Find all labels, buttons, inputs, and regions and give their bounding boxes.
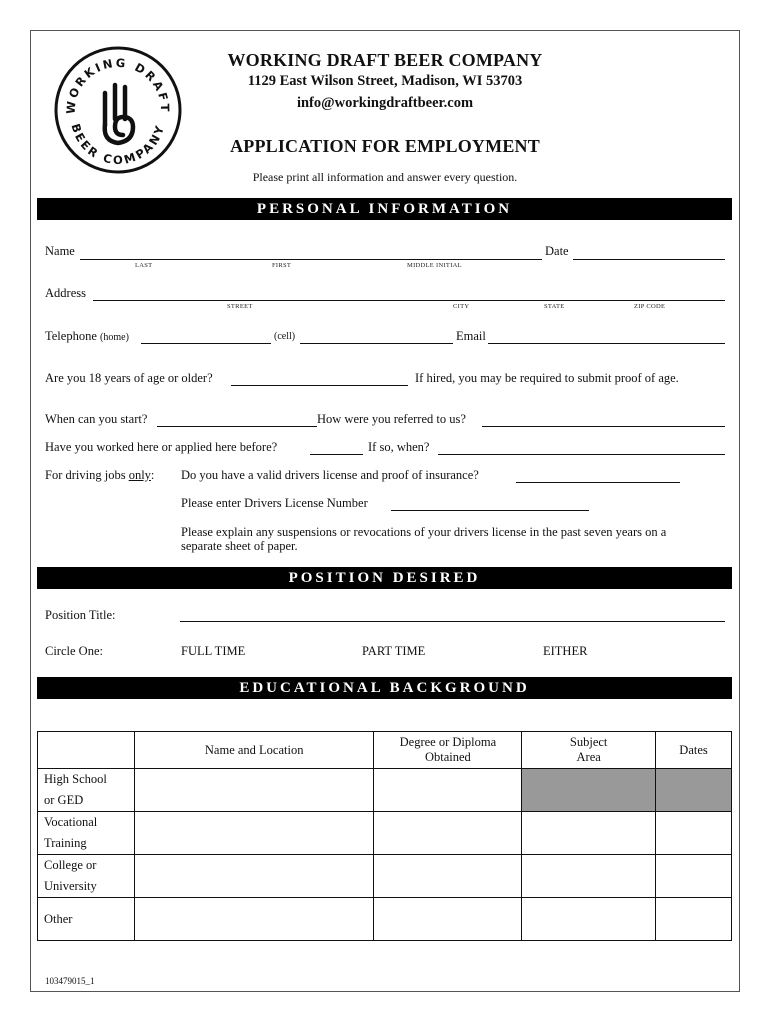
telephone-label — [45, 329, 129, 344]
driving-jobs-label — [45, 468, 154, 483]
address-field[interactable] — [93, 300, 725, 301]
college-subject-cell[interactable] — [522, 855, 656, 898]
row-label-line2: University — [44, 879, 97, 893]
education-table — [37, 731, 732, 941]
svg-text:WORKING DRAFT — [64, 56, 173, 115]
driving-label-prefix: For driving jobs — [45, 468, 129, 482]
company-email: info@workingdraftbeer.com — [296, 95, 474, 111]
vocational-degree-cell[interactable] — [374, 812, 522, 855]
email-label: Email — [456, 329, 486, 343]
row-label-line1: Vocational — [44, 815, 98, 829]
position-title-field[interactable] — [180, 621, 725, 622]
license-answer-field[interactable] — [516, 482, 680, 483]
college-name-cell[interactable] — [134, 855, 374, 898]
driving-label-only: only — [128, 468, 151, 482]
when-field[interactable] — [438, 454, 725, 455]
other-name-cell[interactable] — [134, 898, 374, 941]
email-field[interactable] — [488, 343, 725, 344]
logo-text-top: WORKING DRAFT — [63, 55, 173, 115]
other-degree-cell[interactable] — [374, 898, 522, 941]
college-degree-cell[interactable] — [374, 855, 522, 898]
header-subject — [522, 732, 656, 769]
referred-field[interactable] — [482, 426, 725, 427]
license-number-field[interactable] — [391, 510, 589, 511]
driving-label-suffix: : — [150, 468, 155, 482]
start-question: When can you start? — [45, 412, 148, 426]
row-label-line1: College or — [44, 858, 97, 872]
other-dates-cell[interactable] — [656, 898, 732, 941]
form-instructions: Please print all information and answer every question. — [252, 170, 518, 184]
header-name-location: Name and Location — [134, 732, 374, 769]
cell-label: (cell) — [274, 331, 296, 342]
hand-icon — [105, 85, 133, 143]
name-field[interactable] — [80, 259, 542, 260]
telephone-label-text: Telephone — [45, 329, 97, 343]
name-sublabel-first: FIRST — [272, 262, 292, 269]
license-number-label: Please enter Drivers License Number — [181, 496, 368, 510]
header-degree-line2: Obtained — [424, 750, 471, 764]
start-date-field[interactable] — [157, 426, 317, 427]
high-school-name-cell[interactable] — [134, 769, 374, 812]
date-field[interactable] — [573, 259, 725, 260]
vocational-subject-cell[interactable] — [522, 812, 656, 855]
header-subject-line2: Area — [576, 750, 601, 764]
college-dates-cell[interactable] — [656, 855, 732, 898]
table-row — [38, 855, 732, 898]
date-label: Date — [545, 244, 569, 258]
table-row — [38, 898, 732, 941]
vocational-dates-cell[interactable] — [656, 812, 732, 855]
company-address: 1129 East Wilson Street, Madison, WI 53703 — [247, 73, 523, 89]
header-degree-line1: Degree or Diploma — [399, 735, 497, 749]
form-id: 103479015_1 — [45, 976, 95, 986]
worked-here-field[interactable] — [310, 454, 363, 455]
row-label-line2: or GED — [44, 793, 84, 807]
home-label: (home) — [100, 332, 129, 343]
option-full-time[interactable]: FULL TIME — [181, 644, 246, 658]
logo-text-bottom: BEER COMPANY — [68, 121, 168, 168]
address-sublabel-city: CITY — [453, 303, 470, 310]
name-sublabel-middle: MIDDLE INITIAL — [407, 262, 462, 269]
address-sublabel-zip: ZIP CODE — [634, 303, 666, 310]
position-title-label: Position Title: — [45, 608, 116, 622]
address-sublabel-state: STATE — [544, 303, 565, 310]
vocational-name-cell[interactable] — [134, 812, 374, 855]
row-label-line2: Training — [44, 836, 87, 850]
row-label-high-school — [38, 769, 135, 812]
name-label: Name — [45, 244, 75, 258]
circle-one-label: Circle One: — [45, 644, 103, 658]
row-label-vocational — [38, 812, 135, 855]
when-question: If so, when? — [368, 440, 430, 454]
high-school-degree-cell[interactable] — [374, 769, 522, 812]
header-dates: Dates — [656, 732, 732, 769]
header-degree — [374, 732, 522, 769]
header-subject-line1: Subject — [569, 735, 608, 749]
cell-phone-field[interactable] — [300, 343, 453, 344]
education-header-row — [38, 732, 732, 769]
header-blank — [38, 732, 135, 769]
license-question: Do you have a valid drivers license and proof of insurance? — [181, 468, 479, 482]
suspension-note-line1: Please explain any suspensions or revocations of your drivers license in the past seven years on a — [181, 525, 667, 539]
form-title: APPLICATION FOR EMPLOYMENT — [230, 136, 540, 156]
option-either[interactable]: EITHER — [543, 644, 588, 658]
row-label-other — [38, 898, 135, 941]
table-row — [38, 769, 732, 812]
company-name: WORKING DRAFT BEER COMPANY — [227, 50, 543, 70]
age-note: If hired, you may be required to submit proof of age. — [415, 371, 679, 385]
worked-here-question: Have you worked here or applied here before? — [45, 440, 278, 454]
age-answer-field[interactable] — [231, 385, 408, 386]
name-sublabel-last: LAST — [135, 262, 153, 269]
row-label-college — [38, 855, 135, 898]
home-phone-field[interactable] — [141, 343, 271, 344]
high-school-dates-cell — [656, 769, 732, 812]
age-question: Are you 18 years of age or older? — [45, 371, 213, 385]
other-subject-cell[interactable] — [522, 898, 656, 941]
referred-question: How were you referred to us? — [317, 412, 466, 426]
section-personal-information: PERSONAL INFORMATION — [37, 198, 732, 220]
row-label-line1: Other — [44, 911, 73, 926]
option-part-time[interactable]: PART TIME — [362, 644, 426, 658]
high-school-subject-cell — [522, 769, 656, 812]
table-row — [38, 812, 732, 855]
section-position-desired: POSITION DESIRED — [37, 567, 732, 589]
row-label-line1: High School — [44, 772, 107, 786]
section-educational-background: EDUCATIONAL BACKGROUND — [37, 677, 732, 699]
suspension-note-line2: separate sheet of paper. — [181, 539, 298, 553]
address-sublabel-street: STREET — [227, 303, 253, 310]
address-label: Address — [45, 286, 86, 300]
company-logo — [53, 45, 183, 175]
